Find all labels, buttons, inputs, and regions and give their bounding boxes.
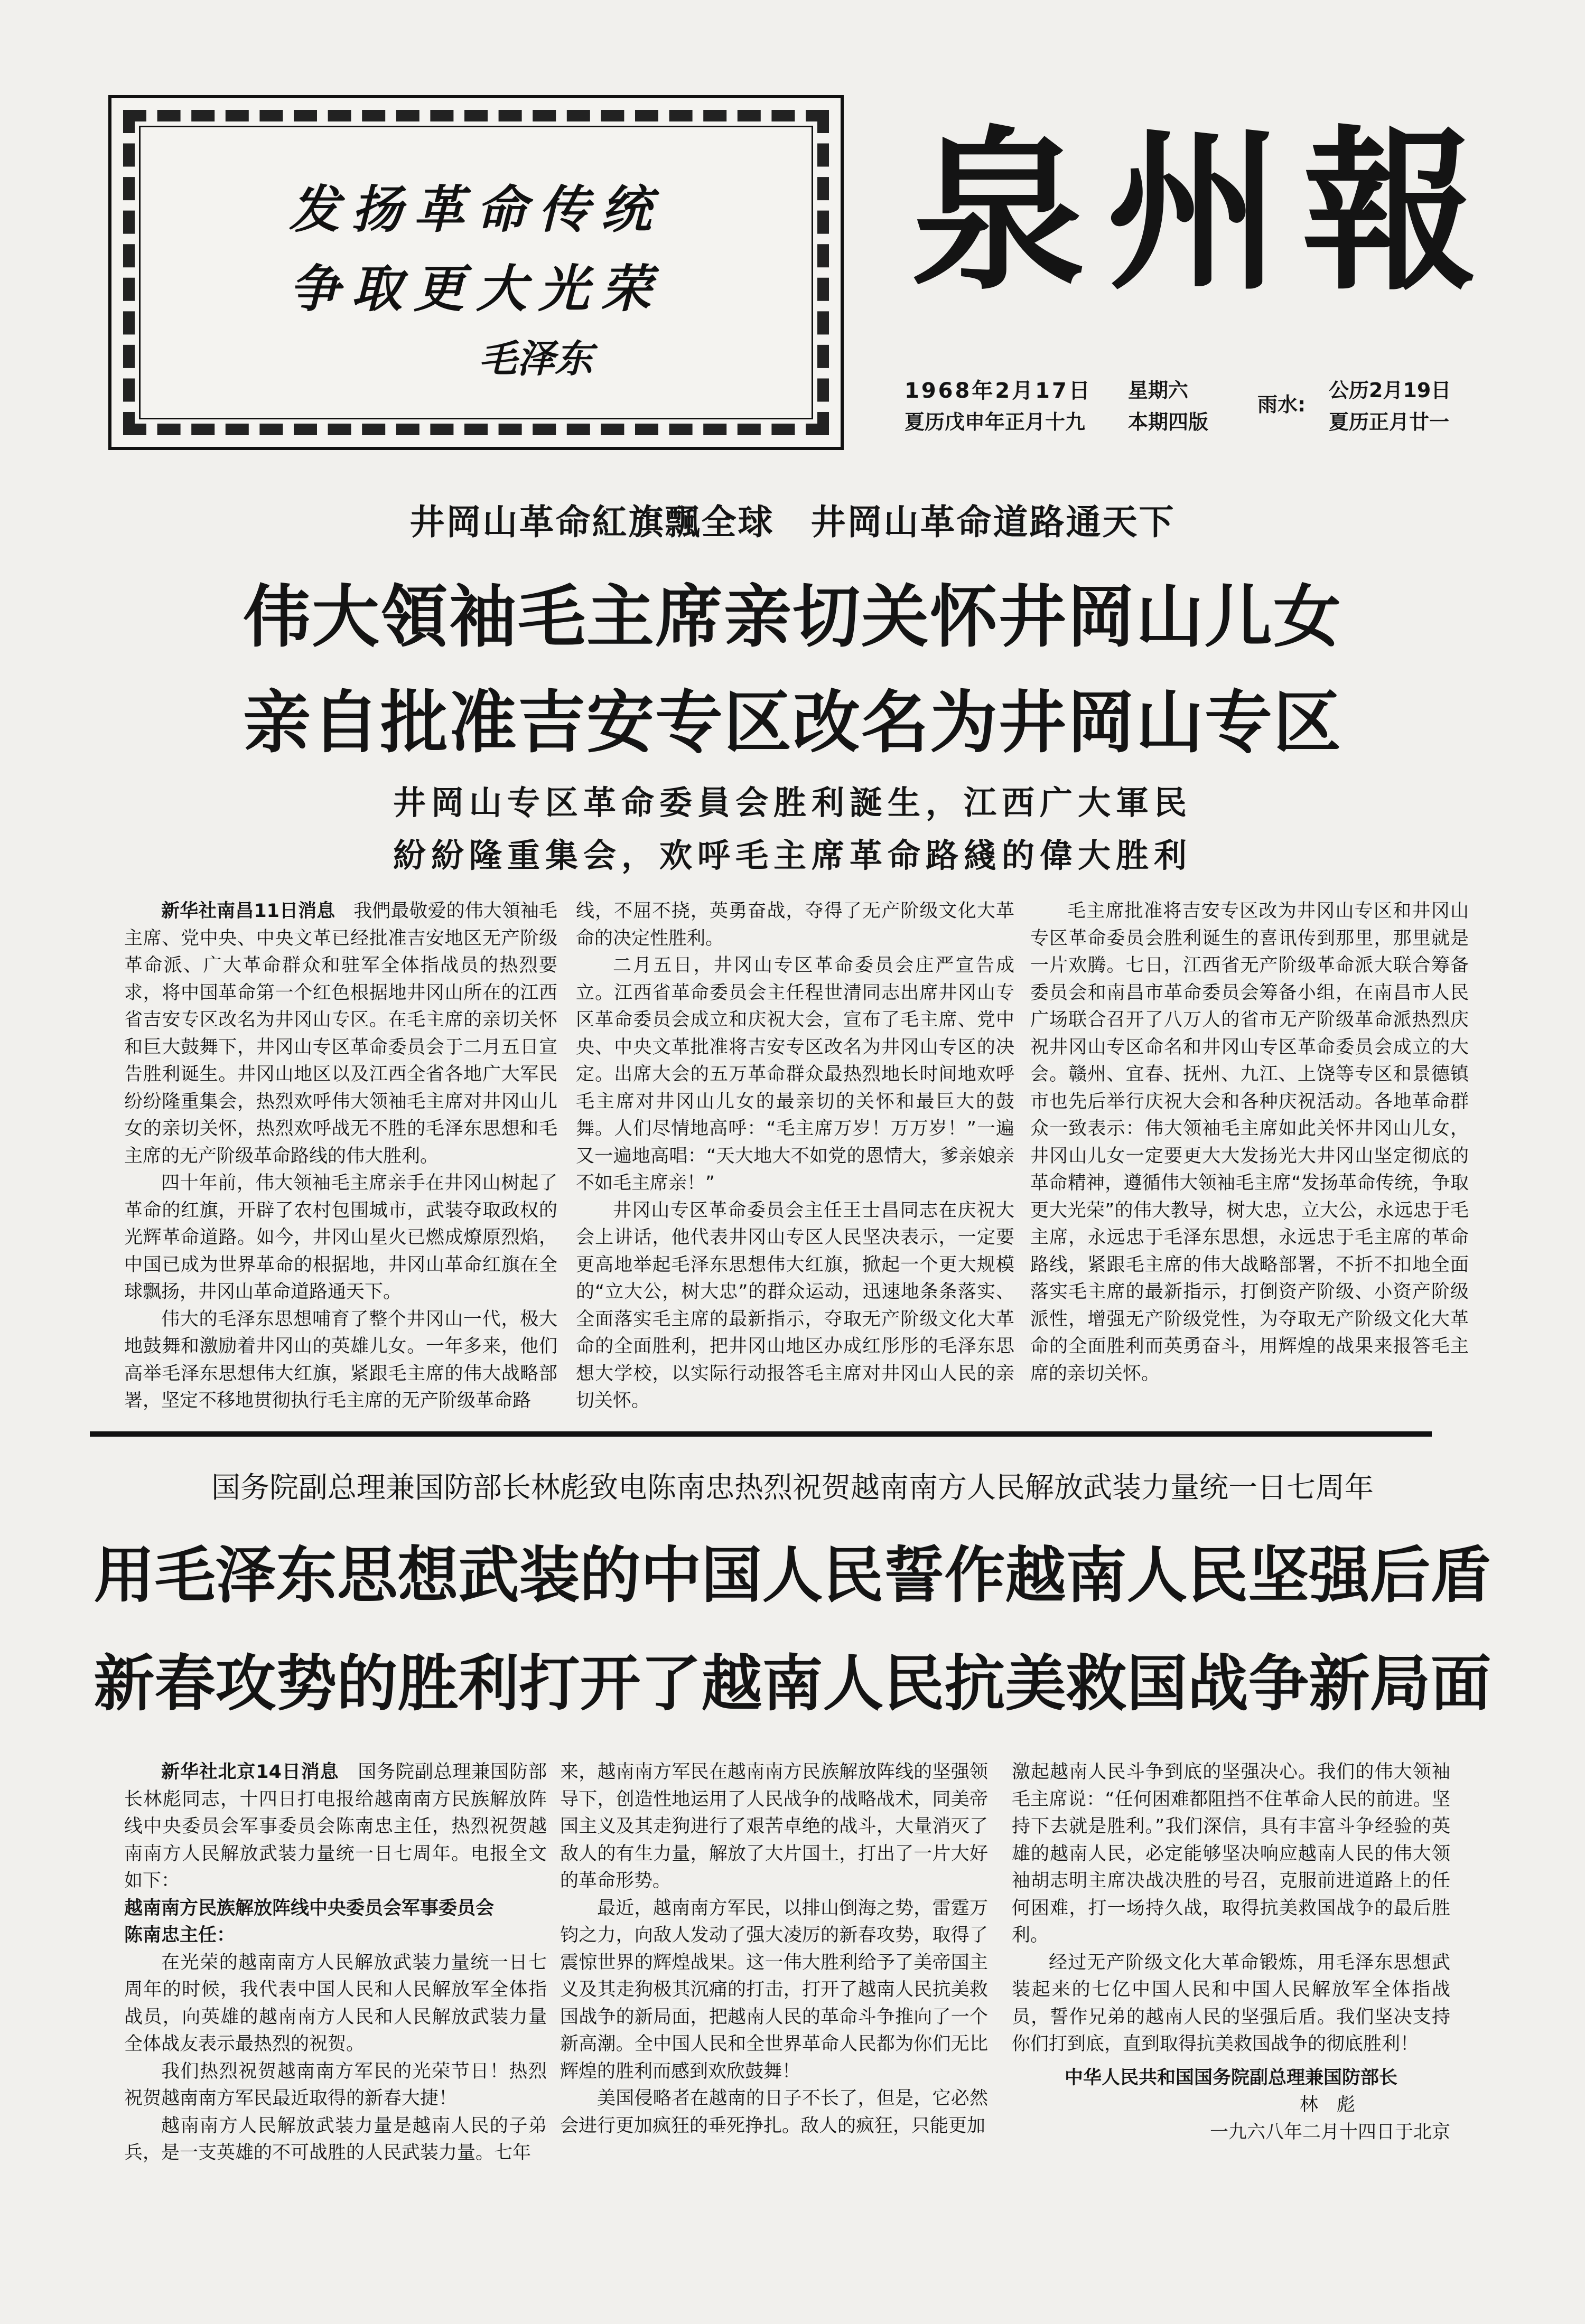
issue-date: 1968年2月17日 — [905, 379, 1092, 403]
article1-col1-para-1: 我們最敬爱的伟大領袖毛主席、党中央、中央文革已经批准吉安地区无产阶级革命派、广大革命群众和驻军全体指战员的热烈要求，将中国革命第一个红色根据地井冈山所在的江西省吉安专区改名为井冈山专区。在毛主席的亲切关怀和巨大鼓舞下，井冈山专区革命委员会于二月五日宣告胜利诞生。井冈山地区以及江西全省各地广大军民纷纷隆重集会，热烈欢呼伟大领袖毛主席对井冈山儿女的亲切关怀，热烈欢呼战无不胜的毛泽东思想和毛主席的无产阶级革命路线的伟大胜利。 — [124, 901, 557, 1167]
article2-col2-para-1: 来，越南南方军民在越南南方民族解放阵线的坚强领导下，创造性地运用了人民战争的战略战术，同美帝国主义及其走狗进行了艰苦卓绝的战斗，大量消灭了敌人的有生力量，解放了大片国土，打出了一片大好的革命形势。 — [560, 1761, 988, 1891]
article1-column-2 — [576, 898, 1014, 1426]
quote-panel — [139, 126, 813, 419]
article1-column-1 — [124, 898, 557, 1426]
solar-term-label: 雨水: — [1257, 393, 1306, 416]
article1-col2-para-1: 线，不屈不挠，英勇奋战，夺得了无产阶级文化大革命的决定性胜利。 — [576, 901, 1014, 949]
article2-col1-para-3: 我们热烈祝贺越南南方军民的光荣节日！热烈祝贺越南南方军民最近取得的新春大捷！ — [124, 2060, 547, 2109]
article2-col3-para-1: 激起越南人民斗争到底的坚强决心。我们的伟大领袖毛主席说：“任何困难都阻挡不住革命人民的前进。坚持下去就是胜利。”我们深信，具有丰富斗争经验的英雄的越南人民，必定能够坚决响应越南人民的伟大领袖胡志明主席决战决胜的号召，克服前进道路上的任何困难，打一场持久战，取得抗美救国战争的最后胜利。 — [1012, 1761, 1450, 1946]
article1-subhead-1: 井岡山专区革命委員会胜利誕生，江西广大軍民 — [393, 783, 1192, 822]
article2-kicker: 国务院副总理兼国防部长林彪致电陈南忠热烈祝贺越南南方人民解放武装力量统一日七周年 — [211, 1470, 1374, 1504]
article1-headline-2: 亲自批准吉安专区改名为井岡山专区 — [243, 683, 1342, 762]
article1-dateline: 新华社南昌11日消息 — [161, 901, 335, 922]
article1-subhead-2: 紛紛隆重集会，欢呼毛主席革命路綫的偉大胜利 — [393, 836, 1192, 875]
article2-addressee: 越南南方民族解放阵线中央委员会军事委员会 — [124, 1897, 495, 1919]
solar-term-lunar: 夏历正月廿一 — [1329, 410, 1450, 434]
issue-weekday: 星期六 — [1128, 379, 1189, 402]
solar-term-gregorian: 公历2月19日 — [1329, 379, 1451, 402]
quote-line-2: 争取更大光荣 — [289, 259, 663, 318]
article2-col1-para-2: 在光荣的越南南方人民解放武装力量统一日七周年的时候，我代表中国人民和人民解放军全体指战员，向英雄的越南南方人民和人民解放武装力量全体战友表示最热烈的祝贺。 — [124, 1952, 547, 2055]
article2-col2-para-3: 美国侵略者在越南的日子不长了，但是，它必然会进行更加疯狂的垂死挣扎。敌人的疯狂，只能更加 — [560, 2088, 988, 2136]
mao-quote-box — [108, 95, 844, 450]
article2-dateline: 新华社北京14日消息 — [161, 1761, 339, 1783]
article2-column-2 — [560, 1759, 988, 2287]
article2-col2-para-2: 最近，越南南方军民，以排山倒海之势，雷霆万钧之力，向敌人发动了强大凌厉的新春攻势，取得了震惊世界的辉煌战果。这一伟大胜利给予了美帝国主义及其走狗极其沉痛的打击，打开了越南人民抗美救国战争的新局面，把越南人民的革命斗争推向了一个新高潮。全中国人民和全世界革命人民都为你们无比辉煌的胜利而感到欢欣鼓舞！ — [560, 1897, 988, 2082]
article2-col1-para-4: 越南南方人民解放武装力量是越南人民的子弟兵，是一支英雄的不可战胜的人民武装力量。七年 — [124, 2115, 547, 2163]
lunar-date: 夏历戊申年正月十九 — [905, 410, 1086, 434]
article2-signature-title: 中华人民共和国国务院副总理兼国防部长 — [1064, 2067, 1397, 2088]
article2-salutation: 陈南忠主任： — [124, 1925, 236, 1946]
quote-line-1: 发扬革命传统 — [289, 180, 663, 239]
article1-headline-1: 伟大領袖毛主席亲切关怀井岡山儿女 — [243, 578, 1342, 657]
article1-col2-para-2: 二月五日，井冈山专区革命委员会庄严宣告成立。江西省革命委员会主任程世清同志出席井冈山专区革命委员会成立和庆祝大会，宣布了毛主席、党中央、中央文革批准将吉安专区改名为井冈山专区的决定。出席大会的五万革命群众最热烈地长时间地欢呼毛主席对井冈山儿女的最亲切的关怀和最巨大的鼓舞。人们尽情地高呼：“毛主席万岁！万万岁！”一遍又一遍地高唱：“天大地大不如党的恩情大，爹亲娘亲不如毛主席亲！” — [576, 955, 1014, 1194]
article1-kicker: 井岡山革命紅旗飄全球 井岡山革命道路通天下 — [409, 502, 1176, 542]
article2-col3-para-2: 经过无产阶级文化大革命锻炼，用毛泽东思想武装起来的七亿中国人民和中国人民解放军全体指战员，誓作兄弟的越南人民的坚强后盾。我们坚决支持你们打到底，直到取得抗美救国战争的彻底胜利！ — [1012, 1952, 1450, 2055]
newspaper-title: 泉州報 — [911, 109, 1498, 314]
article1-col3-para-1: 毛主席批准将吉安专区改为井冈山专区和井冈山专区革命委员会胜利诞生的喜讯传到那里，那里就是一片欢腾。七日，江西省无产阶级革命派大联合筹备委员会和南昌市革命委员会筹备小组，在南昌市人民广场联合召开了八万人的省市无产阶级革命派热烈庆祝井冈山专区命名和井冈山专区革命委员会成立的大会。赣州、宜春、抚州、九江、上饶等专区和景德镇市也先后举行庆祝大会和各种庆祝活动。各地革命群众一致表示：伟大领袖毛主席如此关怀井冈山儿女，井冈山儿女一定要更大大发扬光大井冈山坚定彻底的革命精神，遵循伟大领袖毛主席“发扬革命传统，争取更大光荣”的伟大教导，树大忠，立大公，永远忠于毛主席，永远忠于毛泽东思想，永远忠于毛主席的革命路线，紧跟毛主席的伟大战略部署，不折不扣地全面落实毛主席的最新指示，打倒资产阶级、小资产阶级派性，增强无产阶级党性，为夺取无产阶级文化大革命的全面胜利而英勇奋斗，用辉煌的战果来报答毛主席的亲切关怀。 — [1030, 901, 1469, 1384]
article2-column-3 — [1012, 1759, 1450, 2287]
article2-col1-para-1: 国务院副总理兼国防部长林彪同志，十四日打电报给越南南方民族解放阵线中央委员会军事委员会陈南忠主任，热烈祝贺越南南方人民解放武装力量统一日七周年。电报全文如下： — [124, 1761, 547, 1891]
article1-column-3 — [1030, 898, 1469, 1426]
article1-col1-para-2: 四十年前，伟大领袖毛主席亲手在井冈山树起了革命的红旗，开辟了农村包围城市，武装夺取政权的光辉革命道路。如今，井冈山星火已燃成燎原烈焰，中国已成为世界革命的根据地，井冈山革命红旗在全球飘扬，井冈山革命道路通天下。 — [124, 1173, 557, 1302]
article2-column-1 — [124, 1759, 547, 2287]
article2-headline-2: 新春攻势的胜利打开了越南人民抗美救国战争新局面 — [94, 1648, 1491, 1719]
article1-col1-para-3: 伟大的毛泽东思想哺育了整个井冈山一代，极大地鼓舞和激励着井冈山的英雄儿女。一年多来，他们高举毛泽东思想伟大红旗，紧跟毛主席的伟大战略部署，坚定不移地贯彻执行毛主席的无产阶级革命路 — [124, 1308, 557, 1411]
article2-headline-1: 用毛泽东思想武装的中国人民誓作越南人民坚强后盾 — [94, 1540, 1491, 1611]
quote-signature: 毛泽东 — [479, 336, 593, 381]
article2-signature-date: 一九六八年二月十四日于北京 — [1209, 2121, 1450, 2143]
section-divider — [90, 1431, 1432, 1437]
article1-col2-para-3: 井冈山专区革命委员会主任王士昌同志在庆祝大会上讲话，他代表井冈山专区人民坚决表示，一定要更高地举起毛泽东思想伟大红旗，掀起一个更大规模的“立大公，树大忠”的群众运动，迅速地条条落实、全面落实毛主席的最新指示，夺取无产阶级文化大革命的全面胜利，把井冈山地区办成红彤彤的毛泽东思想大学校，以实际行动报答毛主席对井冈山人民的亲切关怀。 — [576, 1200, 1014, 1411]
page-count: 本期四版 — [1128, 410, 1209, 434]
article2-signature-name: 林 彪 — [1299, 2094, 1355, 2115]
